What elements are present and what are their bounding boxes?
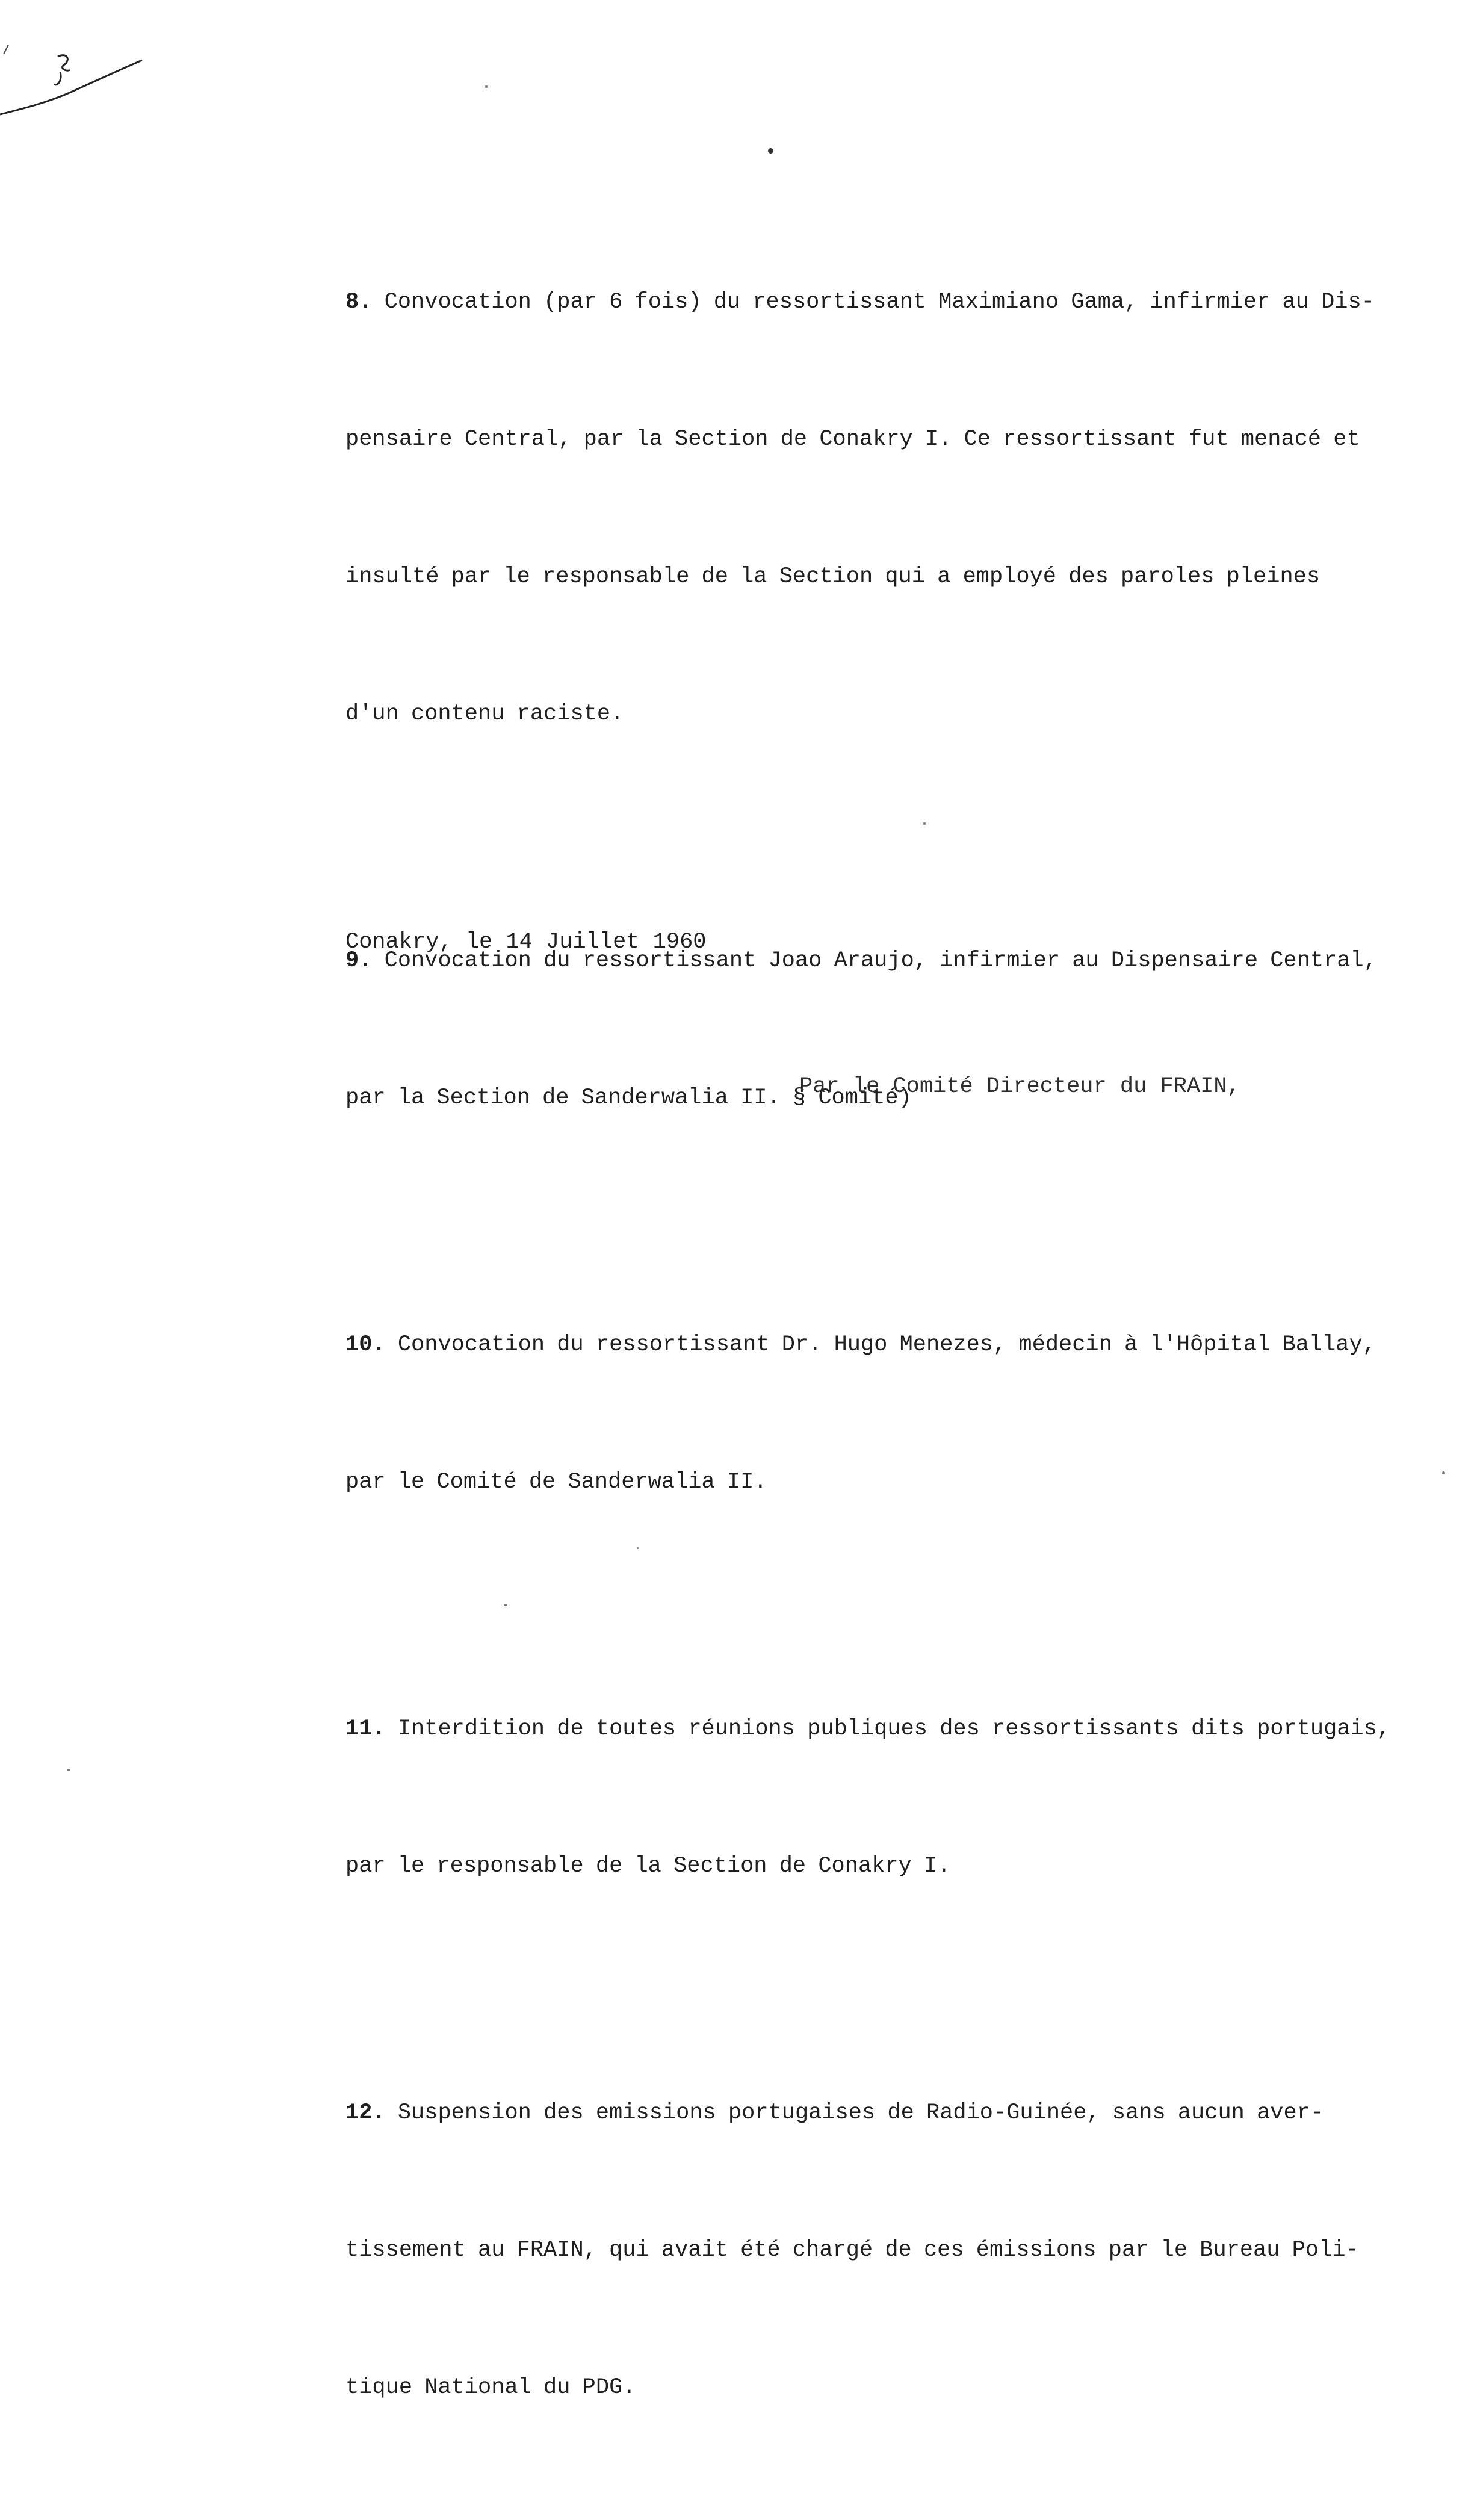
page-mark-dot bbox=[768, 148, 773, 154]
scan-speck bbox=[67, 1769, 70, 1771]
date-line: Conakry, le 14 Juillet 1960 bbox=[345, 929, 707, 955]
list-item bbox=[345, 1999, 1477, 2502]
item-line: d'un contenu raciste. bbox=[345, 701, 624, 727]
item-line: 12. Suspension des emissions portugaises de Radio-Guinée, sans aucun aver- bbox=[345, 2100, 1324, 2126]
signature-line: Par le Comité Directeur du FRAIN, bbox=[799, 1074, 1240, 1099]
item-line: insulté par le responsable de la Section qui a employé des paroles pleines bbox=[345, 564, 1320, 589]
item-number: 10. bbox=[345, 1332, 386, 1358]
item-line: par le responsable de la Section de Conakry I. bbox=[345, 1854, 951, 1879]
item-line: pensaire Central, par la Section de Conakry I. Ce ressortissant fut menacé et bbox=[345, 427, 1360, 452]
item-line: 10. Convocation du ressortissant Dr. Hugo Menezes, médecin à l'Hôpital Ballay, bbox=[345, 1332, 1376, 1358]
list-item bbox=[345, 1615, 1477, 1981]
item-line: tissement au FRAIN, qui avait été chargé de ces émissions par le Bureau Poli- bbox=[345, 2238, 1359, 2263]
item-line: 11. Interdition de toutes réunions publiques des ressortissants dits portugais, bbox=[345, 1716, 1391, 1742]
item-number: 12. bbox=[345, 2100, 386, 2126]
item-number: 9. bbox=[345, 948, 373, 973]
item-number: 8. bbox=[345, 290, 373, 315]
list-item bbox=[345, 188, 1477, 828]
document-body bbox=[345, 188, 1477, 2520]
list-item bbox=[345, 846, 1477, 1212]
item-line: 9. Convocation du ressortissant Joao Araujo, infirmier au Dispensaire Central, bbox=[345, 948, 1377, 973]
handwritten-mark-icon bbox=[0, 36, 144, 120]
item-line: tique National du PDG. bbox=[345, 2375, 636, 2400]
item-number: 11. bbox=[345, 1716, 386, 1742]
list-item bbox=[345, 1231, 1477, 1597]
item-line: 8. Convocation (par 6 fois) du ressortissant Maximiano Gama, infirmier au Dis- bbox=[345, 290, 1375, 315]
item-line: par le Comité de Sanderwalia II. bbox=[345, 1469, 767, 1495]
scan-speck bbox=[485, 85, 488, 88]
item-line: par la Section de Sanderwalia II. § Comité) bbox=[345, 1085, 912, 1111]
